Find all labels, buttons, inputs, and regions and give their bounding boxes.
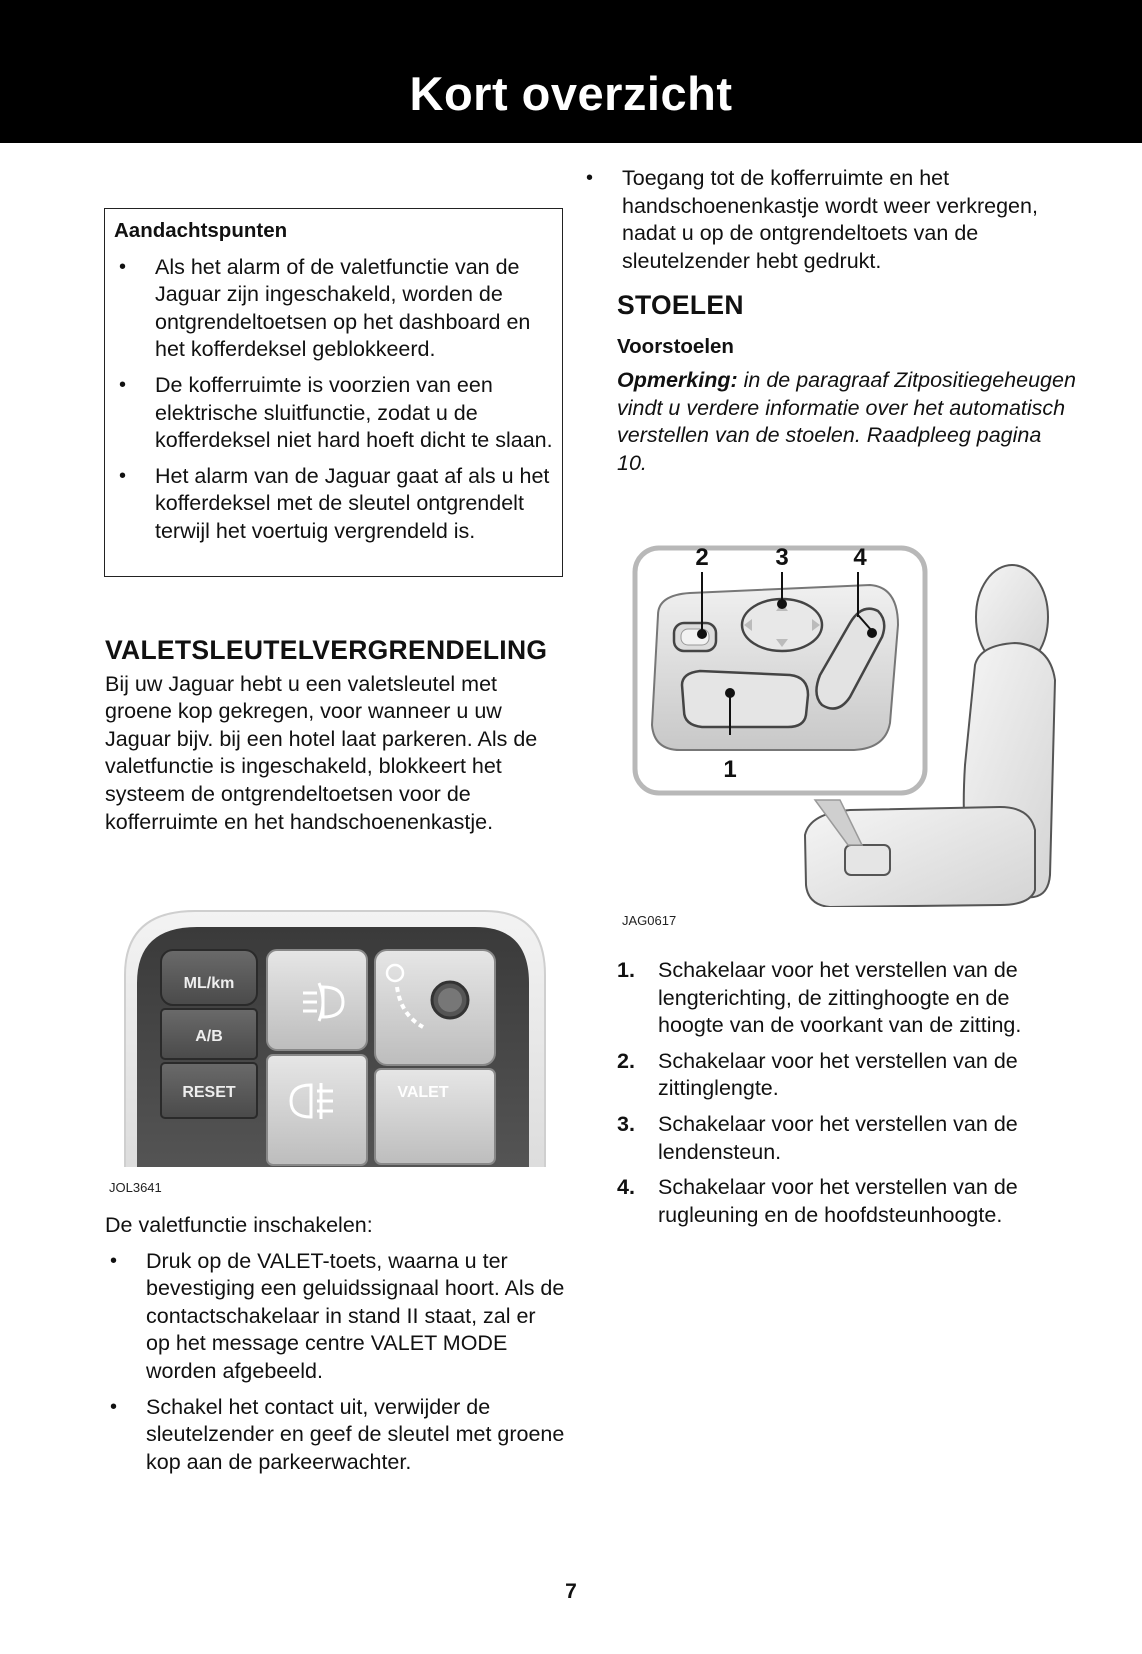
reset-label: RESET [182, 1084, 236, 1101]
valet-section [105, 637, 565, 836]
rear-fog-lamp-button[interactable] [267, 1055, 367, 1165]
ab-button[interactable] [161, 1009, 257, 1059]
valet-heading: VALETSLEUTELVERGRENDELING [105, 635, 548, 665]
list-item: • Het alarm van de Jaguar gaat af als u het kofferdeksel met de sleutel ontgrendelt terwijl het voertuig vergrendeld is. [114, 463, 553, 546]
seats-heading: STOELEN [617, 290, 744, 320]
panel-bottom-fade [105, 1167, 565, 1175]
item-text: Schakelaar voor het verstellen van de zittinglengte. [658, 1048, 1018, 1101]
valet-steps-section [105, 1212, 565, 1484]
valet-switch-panel-figure [105, 905, 565, 1175]
list-item: • Toegang tot de kofferruimte en het handschoenenkastje wordt weer verkregen, nadat u op de ontgrendeltoets van de sleutelzender hebt gedrukt. [581, 165, 1077, 275]
reset-button[interactable] [161, 1063, 257, 1118]
list-item: • Schakel het contact uit, verwijder de sleutelzender en geef de sleutel met groene kop aan de parkeerwachter. [105, 1394, 565, 1477]
ab-label: A/B [195, 1028, 223, 1045]
attention-box [104, 208, 563, 577]
list-item [617, 1111, 1077, 1166]
cushion-switch[interactable] [682, 671, 808, 727]
page-number: 7 [565, 1580, 577, 1603]
front-fog-lamp-button[interactable] [267, 950, 367, 1050]
seat-switch-list [617, 957, 1077, 1229]
valet-button[interactable] [375, 1069, 495, 1164]
callout-1: 1 [723, 756, 737, 783]
page-header [0, 0, 1142, 143]
list-item [617, 1048, 1077, 1103]
enable-label: De valetfunctie inschakelen: [105, 1213, 373, 1237]
ml-km-button[interactable] [161, 950, 257, 1005]
attention-box-title: Aandachtspunten [114, 219, 288, 242]
ml-km-label: ML/km [183, 975, 235, 992]
callout-4: 4 [853, 545, 867, 571]
item-text: Schakelaar voor het verstellen van de lengterichting, de zittinghoogte en de hoogte van de voorkant van de zitting. [658, 958, 1022, 1038]
valet-figure-code: JOL3641 [109, 1180, 162, 1195]
access-list [581, 165, 1077, 275]
item-number: 3. [617, 1111, 635, 1136]
seats-subheading: Voorstoelen [617, 334, 734, 358]
dimmer-button[interactable] [375, 950, 495, 1065]
seats-section [617, 292, 1077, 478]
list-item: • Druk op de VALET-toets, waarna u ter bevestiging een geluidssignaal hoort. Als de contactschakelaar in stand II staat, zal er op het message centre VALET MODE worden afgebeeld. [105, 1248, 565, 1386]
list-item [617, 957, 1077, 1040]
seat-controls-figure [630, 545, 1070, 907]
seat-switch-list-section [617, 957, 1077, 1237]
item-text: Schakelaar voor het verstellen van de lendensteun. [658, 1111, 1018, 1164]
seat-length-switch[interactable] [674, 623, 716, 651]
item-number: 2. [617, 1048, 635, 1073]
callout-3: 3 [775, 545, 789, 571]
note-text: in de paragraaf Zitpositiegeheugen vindt u verdere informatie over het automatisch verstellen van de stoelen. Raadpleeg pagina 10. [617, 368, 1076, 475]
note-label: Opmerking: [617, 368, 738, 393]
attention-list [114, 254, 553, 546]
valet-intro: Bij uw Jaguar hebt u een valetsleutel met groene kop gekregen, voor wanneer u uw Jaguar bijv. bij een hotel laat parkeren. Als de valetfunctie is ingeschakeld, blokkeert het systeem de ontgrendeltoetsen voor de kofferruimte en het handschoenenkastje. [105, 671, 538, 834]
valet-steps-list [105, 1248, 565, 1477]
item-number: 4. [617, 1175, 635, 1200]
seat-switch-cluster [845, 845, 890, 875]
list-item: • Als het alarm of de valetfunctie van de Jaguar zijn ingeschakeld, worden de ontgrendeltoetsen op het dashboard en het kofferdeksel geblokkeerd. [114, 254, 553, 364]
callout-2: 2 [695, 545, 709, 571]
item-number: 1. [617, 958, 635, 982]
access-note [617, 165, 1077, 283]
valet-label: VALET [397, 1084, 449, 1101]
list-item [617, 1174, 1077, 1229]
seat-figure-code: JAG0617 [622, 913, 677, 928]
item-text: Schakelaar voor het verstellen van de rugleuning en de hoofdsteunhoogte. [658, 1175, 1018, 1227]
page-title: Kort overzicht [409, 67, 733, 120]
seats-note [617, 367, 1077, 477]
list-item: • De kofferruimte is voorzien van een elektrische sluitfunctie, zodat u de kofferdeksel niet hard hoeft dicht te slaan. [114, 372, 553, 455]
